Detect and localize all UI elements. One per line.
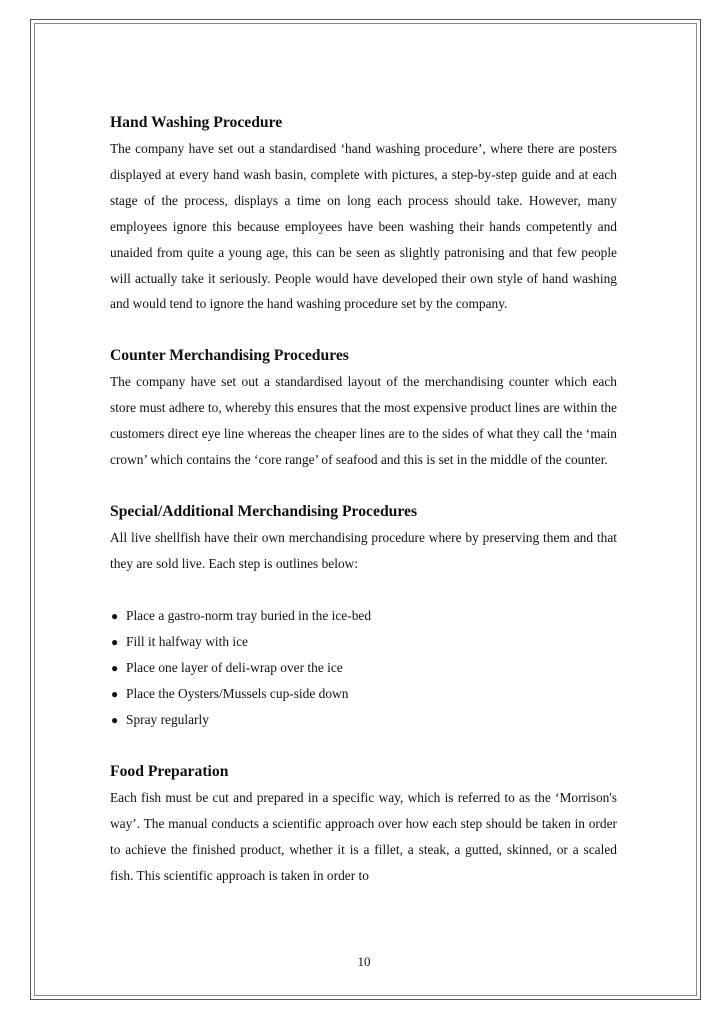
list-item-text: Place the Oysters/Mussels cup-side down	[126, 685, 349, 701]
list-item-text: Spray regularly	[126, 711, 209, 727]
section-spacer	[110, 733, 617, 759]
list-item	[110, 603, 617, 629]
list-item	[110, 629, 617, 655]
section-hand-washing	[110, 110, 617, 317]
section-heading: Special/Additional Merchandising Procedures	[110, 502, 418, 520]
bullet-icon: ●	[111, 634, 119, 649]
list-item-text: Place one layer of deli-wrap over the ice	[126, 659, 343, 675]
section-paragraph: The company have set out a standardised layout of the merchandising counter which each store must adhere to, whereby this ensures that the most expensive product lines are within the customers direct eye line whereas the cheaper lines are to the sides of what they call the ‘main crown’ which contains the ‘core range’ of seafood and this is set in the middle of the counter.	[110, 374, 617, 468]
section-spacer	[110, 317, 617, 343]
list-spacer	[110, 577, 617, 603]
section-heading: Counter Merchandising Procedures	[110, 347, 349, 365]
section-paragraph: All live shellfish have their own merchandising procedure where by preserving them and that they are sold live. Each step is outlines below:	[110, 529, 617, 571]
list-item-text: Fill it halfway with ice	[126, 633, 248, 649]
section-paragraph: Each fish must be cut and prepared in a specific way, which is referred to as the ‘Morrison's way’. The manual conducts a scientific approach over how each step should be taken in order to achieve the finished product, whether it is a fillet, a steak, a gutted, skinned, or a scaled fish. This scientific approach is taken in order to	[110, 789, 617, 883]
list-item-text: Place a gastro-norm tray buried in the ice-bed	[126, 607, 372, 623]
list-item	[110, 681, 617, 707]
section-paragraph: The company have set out a standardised ‘hand washing procedure’, where there are posters displayed at every hand wash basin, complete with pictures, a step-by-step guide and at each stage of the process, displays a time on long each process should take. However, many employees ignore this because employees have been washing their hands competently and unaided from quite a young age, this can be seen as slightly patronising and that few people will actually take it seriously. People would have developed their own style of hand washing and would tend to ignore the hand washing procedure set by the company.	[110, 141, 617, 312]
bullet-icon: ●	[111, 686, 119, 701]
section-heading: Hand Washing Procedure	[110, 114, 283, 131]
list-item	[110, 655, 617, 681]
bullet-icon: ●	[111, 608, 119, 623]
shellfish-steps-list	[110, 603, 617, 733]
section-heading: Food Preparation	[110, 762, 229, 780]
section-counter-merchandising	[110, 343, 617, 473]
page-number: 10	[357, 954, 371, 969]
bullet-icon: ●	[111, 660, 119, 675]
section-spacer	[110, 473, 617, 499]
section-food-preparation	[110, 759, 617, 889]
bullet-icon: ●	[111, 712, 119, 727]
section-special-merchandising	[110, 499, 617, 733]
document-body	[110, 110, 617, 888]
list-item	[110, 707, 617, 733]
